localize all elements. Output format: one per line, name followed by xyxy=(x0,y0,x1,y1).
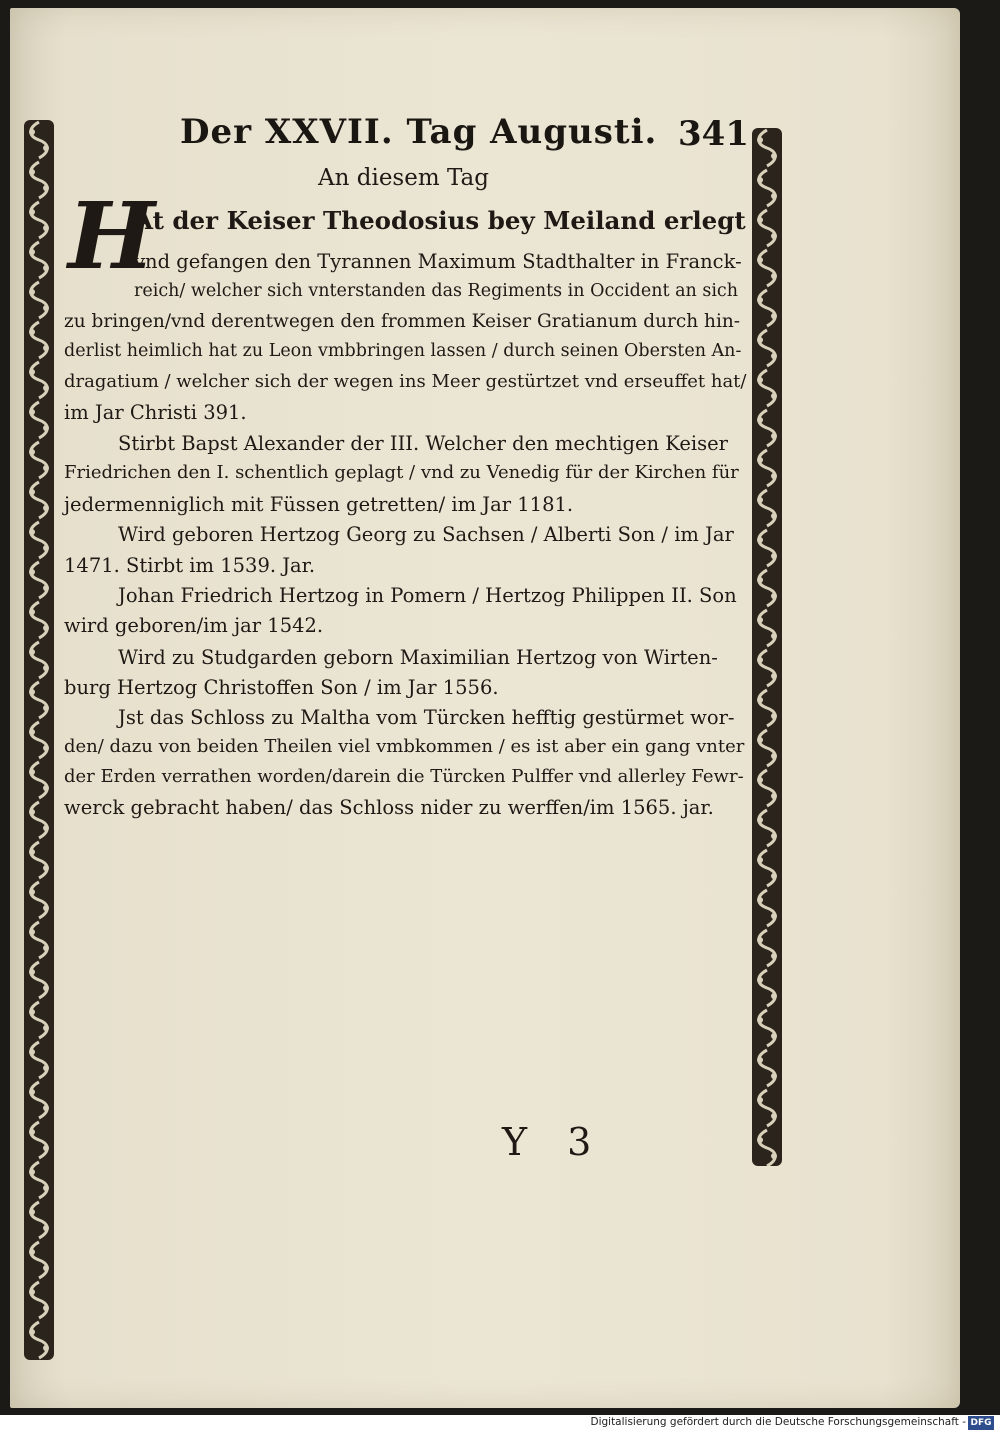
dfg-logo: DFG xyxy=(968,1416,994,1430)
funding-notice: Digitalisierung gefördert durch die Deutsche Forschungsgemeinschaft - xyxy=(590,1416,966,1428)
text-line: 1471. Stirbt im 1539. Jar. xyxy=(64,554,316,577)
text-line: Wird geboren Hertzog Georg zu Sachsen / Alberti Son / im Jar xyxy=(118,523,734,546)
text-line: im Jar Christi 391. xyxy=(64,401,247,424)
ornamental-border-right xyxy=(752,128,782,1166)
text-line: Johan Friedrich Hertzog in Pomern / Hertzog Philippen II. Son xyxy=(118,584,737,607)
text-line: vnd gefangen den Tyrannen Maximum Stadthalter in Franck- xyxy=(134,250,742,273)
text-line: Wird zu Studgarden geborn Maximilian Hertzog von Wirten- xyxy=(118,646,718,669)
ornamental-border-left xyxy=(24,120,54,1360)
text-line: Stirbt Bapst Alexander der III. Welcher den mechtigen Keiser xyxy=(118,432,728,455)
section-subheading: An diesem Tag xyxy=(318,165,489,191)
text-line: der Erden verrathen worden/darein die Türcken Pulffer vnd allerley Fewr- xyxy=(64,766,744,787)
text-line: dragatium / welcher sich der wegen ins Meer gestürtzet vnd erseuffet hat/ xyxy=(64,371,747,392)
text-line: burg Hertzog Christoffen Son / im Jar 1556. xyxy=(64,676,499,699)
text-line: Friedrichen den I. schentlich geplagt / vnd zu Venedig für der Kirchen für xyxy=(64,462,739,483)
text-line: derlist heimlich hat zu Leon vmbbringen lassen / durch seinen Obersten An- xyxy=(64,341,742,361)
running-header xyxy=(180,112,780,162)
text-line: werck gebracht haben/ das Schloss nider zu werffen/im 1565. jar. xyxy=(64,796,714,819)
signature-mark: Y 3 xyxy=(502,1120,606,1164)
text-line: wird geboren/im jar 1542. xyxy=(64,614,324,637)
page-number: 341 xyxy=(678,114,749,154)
text-line: At der Keiser Theodosius bey Meiland erlegt xyxy=(134,206,746,235)
text-line: jedermenniglich mit Füssen getretten/ im Jar 1181. xyxy=(64,493,574,516)
ornament-pattern-right xyxy=(752,128,782,1166)
page-title: Der XXVII. Tag Augusti. xyxy=(180,112,658,152)
text-line: den/ dazu von beiden Theilen viel vmbkommen / es ist aber ein gang vnter xyxy=(64,736,745,757)
text-line: zu bringen/vnd derentwegen den frommen Keiser Gratianum durch hin- xyxy=(64,311,741,332)
ornament-pattern-left xyxy=(24,120,54,1360)
decorated-initial: H xyxy=(68,182,155,290)
text-line: reich/ welcher sich vnterstanden das Regiments in Occident an sich xyxy=(134,281,738,301)
text-line: Jst das Schloss zu Maltha vom Türcken hefftig gestürmet wor- xyxy=(118,706,735,729)
